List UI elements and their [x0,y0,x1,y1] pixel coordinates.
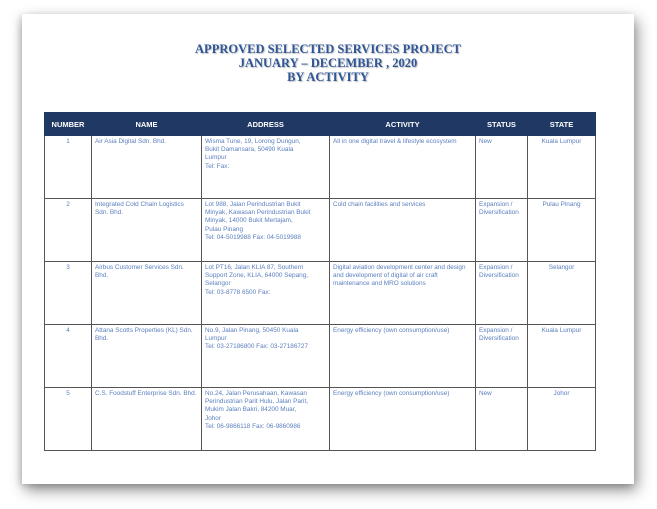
cell-activity: Energy efficiency (own consumption/use) [330,325,476,388]
header-status: STATUS [476,113,528,136]
address-line: Tel: 06-9866118 Fax: 06-9860986 [205,422,301,430]
title-line-3: BY ACTIVITY [287,70,369,84]
table-row [45,199,596,262]
cell-name: Airbus Customer Services Sdn. Bhd. [92,262,202,325]
table-row [45,262,596,325]
address-line: No.24, Jalan Perusahaan, Kawasan [205,390,307,397]
cell-state: Johor [528,388,596,451]
header-number: NUMBER [45,113,92,136]
address-line: Mukim Jalan Bakri, 84200 Muar, [205,406,297,414]
address-line: Lumpur [205,154,227,162]
projects-table [44,112,596,451]
address-line: Lot 988, Jalan Perindustrian Bukit [205,201,301,208]
header-state: STATE [528,113,596,136]
cell-address [202,388,330,451]
cell-address [202,325,330,388]
document-title [22,42,634,84]
cell-address [202,199,330,262]
address-line: Minyak, 14000 Bukit Mertajam, [205,217,293,225]
document-page [22,14,634,484]
cell-state: Pulau Pinang [528,199,596,262]
cell-activity: All in one digital travel & lifestyle ecosystem [330,136,476,199]
cell-status: New [476,136,528,199]
cell-status: Expansion / Diversification [476,199,528,262]
table-header-row [45,113,596,136]
address-line: Tel: 03-8778 6500 Fax: [205,288,271,296]
header-activity: ACTIVITY [330,113,476,136]
cell-activity: Digital aviation development center and design and development of digital of air craft maintenance and MRO solutions [330,262,476,325]
address-line: Tel: Fax: [205,162,230,170]
cell-name: Integrated Cold Chain Logistics Sdn. Bhd. [92,199,202,262]
cell-state: Selangor [528,262,596,325]
cell-name: Air Asia Digital Sdn. Bhd. [92,136,202,199]
address-line: Minyak, Kawasan Perindustrian Bukit [205,209,311,217]
cell-number: 3 [45,262,92,325]
cell-activity: Energy efficiency (own consumption/use) [330,388,476,451]
table-row [45,388,596,451]
address-line: Tel: 03-27186800 Fax: 03-27186727 [205,343,309,351]
cell-number: 5 [45,388,92,451]
cell-address [202,262,330,325]
cell-activity: Cold chain facilities and services [330,199,476,262]
address-line: Support Zone, KLIA, 64000 Sepang, [205,272,309,280]
title-line-2: JANUARY – DECEMBER , 2020 [238,56,418,70]
address-line: Selangor [205,280,231,288]
cell-state: Kuala Lumpur [528,136,596,199]
table-row [45,136,596,199]
cell-number: 4 [45,325,92,388]
title-line-1: APPROVED SELECTED SERVICES PROJECT [195,42,461,56]
address-line: Lot PT16, Jalan KLIA 87, Southern [205,264,304,271]
address-line: Perindustrian Parit Hulu, Jalan Parit, [205,398,309,406]
address-line: No.9, Jalan Pinang, 50450 Kuala [205,327,299,334]
cell-name: Attana Scotts Properties (KL) Sdn. Bhd. [92,325,202,388]
table-row [45,325,596,388]
address-line: Lumpur [205,335,227,343]
address-line: Tel: 04-5019988 Fax: 04-5019988 [205,233,301,241]
cell-status: Expansion / Diversification [476,325,528,388]
header-address: ADDRESS [202,113,330,136]
cell-state: Kuala Lumpur [528,325,596,388]
address-line: Pulau Pinang [205,225,244,233]
cell-address [202,136,330,199]
header-name: NAME [92,113,202,136]
address-line: Johor [205,414,221,422]
cell-number: 1 [45,136,92,199]
cell-name: C.S. Foodstuff Enterprise Sdn. Bhd. [92,388,202,451]
address-line: Wisma Tune, 19, Lorong Dungun, [205,138,301,145]
cell-status: New [476,388,528,451]
cell-number: 2 [45,199,92,262]
address-line: Bukit Damansara, 50490 Kuala [205,146,294,154]
cell-status: Expansion / Diversification [476,262,528,325]
